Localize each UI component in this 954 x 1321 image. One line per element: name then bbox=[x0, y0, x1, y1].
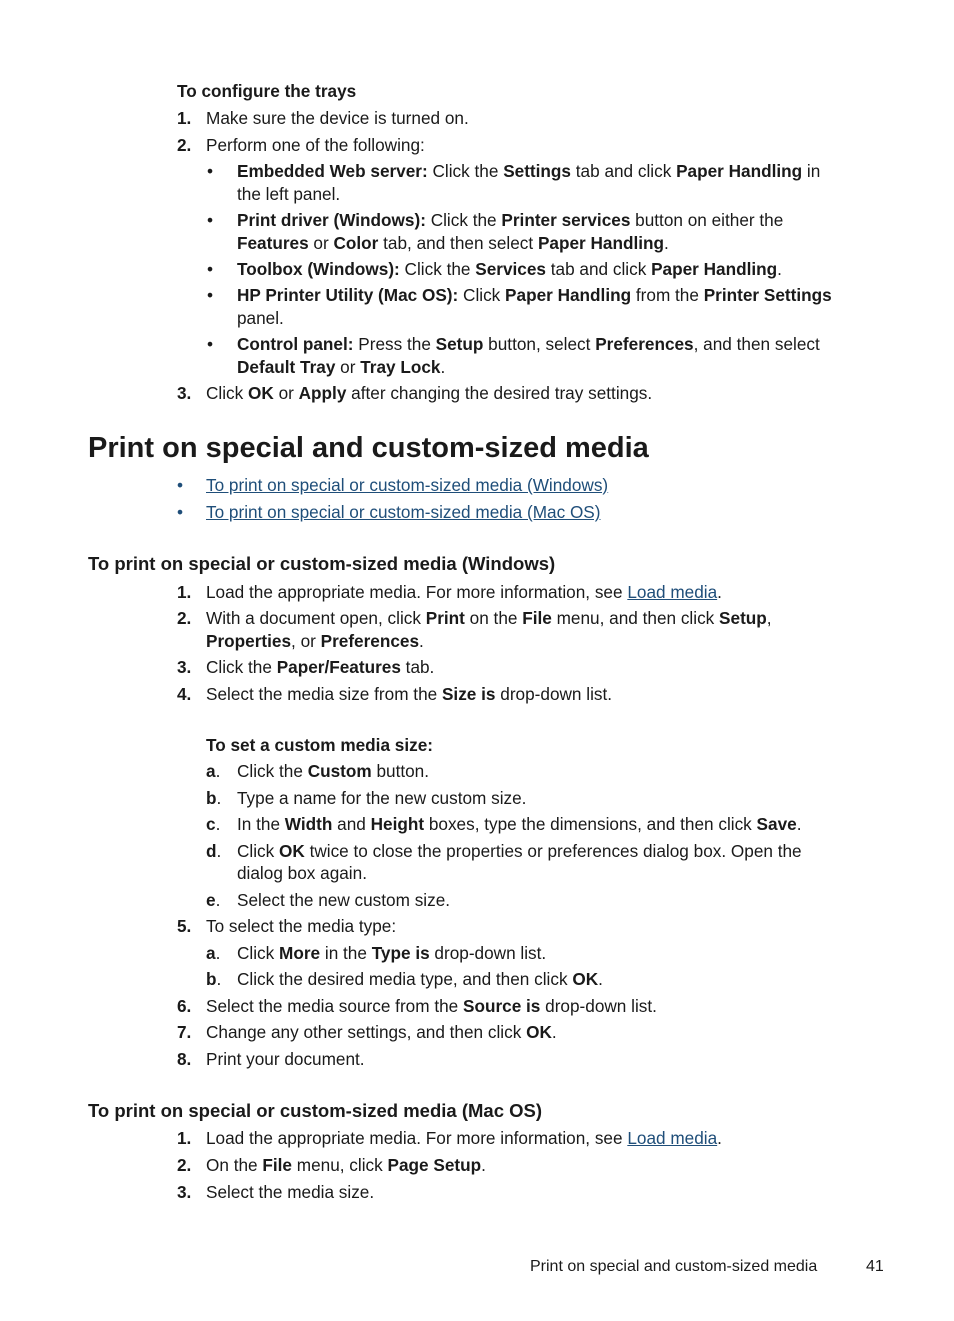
bullet-text-continued: Default Tray or Tray Lock. bbox=[237, 357, 446, 377]
step-number: 8. bbox=[177, 1049, 192, 1069]
step-number: 3. bbox=[177, 1182, 192, 1202]
bullet-text: Toolbox (Windows): Click the Services tab and click Paper Handling. bbox=[237, 259, 782, 279]
macos-heading: To print on special or custom-sized media (Mac OS) bbox=[88, 1100, 543, 1121]
windows-heading: To print on special or custom-sized media (Windows) bbox=[88, 553, 556, 574]
step-text: To select the media type: bbox=[206, 916, 397, 936]
sub-step-text: In the Width and Height boxes, type the dimensions, and then click Save. bbox=[237, 814, 802, 834]
sub-step-text: Select the new custom size. bbox=[237, 890, 451, 910]
sub-step-text: Click More in the Type is drop-down list. bbox=[237, 943, 547, 963]
link-windows[interactable]: To print on special or custom-sized media (Windows) bbox=[206, 475, 609, 495]
load-media-link[interactable]: Load media bbox=[627, 1128, 718, 1148]
bullet-text-continued: the left panel. bbox=[237, 184, 341, 204]
page-number: 41 bbox=[866, 1258, 884, 1275]
sub-letter: c. bbox=[206, 814, 221, 834]
step-number: 1. bbox=[177, 108, 192, 128]
step-number: 5. bbox=[177, 916, 192, 936]
sub-letter: a. bbox=[206, 761, 221, 781]
step-number: 1. bbox=[177, 1128, 192, 1148]
load-media-link[interactable]: Load media bbox=[627, 582, 718, 602]
sub-step-text: Type a name for the new custom size. bbox=[237, 788, 527, 808]
bullet-text-continued: Features or Color tab, and then select Paper Handling. bbox=[237, 233, 669, 253]
step-text: Change any other settings, and then click OK. bbox=[206, 1022, 557, 1042]
bullet: • bbox=[207, 285, 214, 305]
step-number: 2. bbox=[177, 1155, 192, 1175]
sub-step-text: Click the desired media type, and then click OK. bbox=[237, 969, 603, 989]
sub-step-text: Click OK twice to close the properties or preferences dialog box. Open the bbox=[237, 841, 802, 861]
step-text: Perform one of the following: bbox=[206, 135, 425, 155]
footer-title: Print on special and custom-sized media bbox=[530, 1258, 818, 1275]
step-text: Select the media size from the Size is drop-down list. bbox=[206, 684, 613, 704]
sub-letter: e. bbox=[206, 890, 221, 910]
sub-letter: b. bbox=[206, 788, 222, 808]
step-number: 4. bbox=[177, 684, 192, 704]
sub-letter: d. bbox=[206, 841, 222, 861]
step-number: 1. bbox=[177, 582, 192, 602]
sub-step-text: Click the Custom button. bbox=[237, 761, 430, 781]
step-number: 3. bbox=[177, 657, 192, 677]
step-text: Load the appropriate media. For more information, see Load media. bbox=[206, 1128, 722, 1148]
step-number: 2. bbox=[177, 135, 192, 155]
step-number: 7. bbox=[177, 1022, 192, 1042]
link-macos[interactable]: To print on special or custom-sized media (Mac OS) bbox=[206, 502, 601, 522]
step-text: Load the appropriate media. For more information, see Load media. bbox=[206, 582, 722, 602]
custom-size-heading: To set a custom media size: bbox=[206, 735, 434, 755]
section-title: Print on special and custom-sized media bbox=[88, 432, 649, 464]
bullet: • bbox=[207, 210, 214, 230]
step-number: 6. bbox=[177, 996, 192, 1016]
bullet: • bbox=[177, 475, 184, 495]
sub-letter: b. bbox=[206, 969, 222, 989]
step-text: Click the Paper/Features tab. bbox=[206, 657, 435, 677]
step-text: Select the media source from the Source is drop-down list. bbox=[206, 996, 657, 1016]
bullet-text-continued: panel. bbox=[237, 308, 284, 328]
bullet-text: Control panel: Press the Setup button, select Preferences, and then select bbox=[237, 334, 820, 354]
sub-letter: a. bbox=[206, 943, 221, 963]
step-text: Print your document. bbox=[206, 1049, 365, 1069]
step-text: Click OK or Apply after changing the desired tray settings. bbox=[206, 383, 653, 403]
step-number: 3. bbox=[177, 383, 192, 403]
bullet-text: Embedded Web server: Click the Settings tab and click Paper Handling in bbox=[237, 161, 821, 181]
trays-heading: To configure the trays bbox=[177, 81, 357, 101]
bullet: • bbox=[207, 161, 214, 181]
bullet-text: HP Printer Utility (Mac OS): Click Paper Handling from the Printer Settings bbox=[237, 285, 832, 305]
sub-step-text-continued: dialog box again. bbox=[237, 863, 367, 883]
bullet: • bbox=[207, 259, 214, 279]
step-number: 2. bbox=[177, 608, 192, 628]
step-text-continued: Properties, or Preferences. bbox=[206, 631, 424, 651]
step-text: On the File menu, click Page Setup. bbox=[206, 1155, 486, 1175]
step-text: With a document open, click Print on the File menu, and then click Setup, bbox=[206, 608, 772, 628]
bullet-text: Print driver (Windows): Click the Printer services button on either the bbox=[237, 210, 784, 230]
bullet: • bbox=[177, 502, 184, 522]
step-text: Make sure the device is turned on. bbox=[206, 108, 469, 128]
bullet: • bbox=[207, 334, 214, 354]
step-text: Select the media size. bbox=[206, 1182, 375, 1202]
